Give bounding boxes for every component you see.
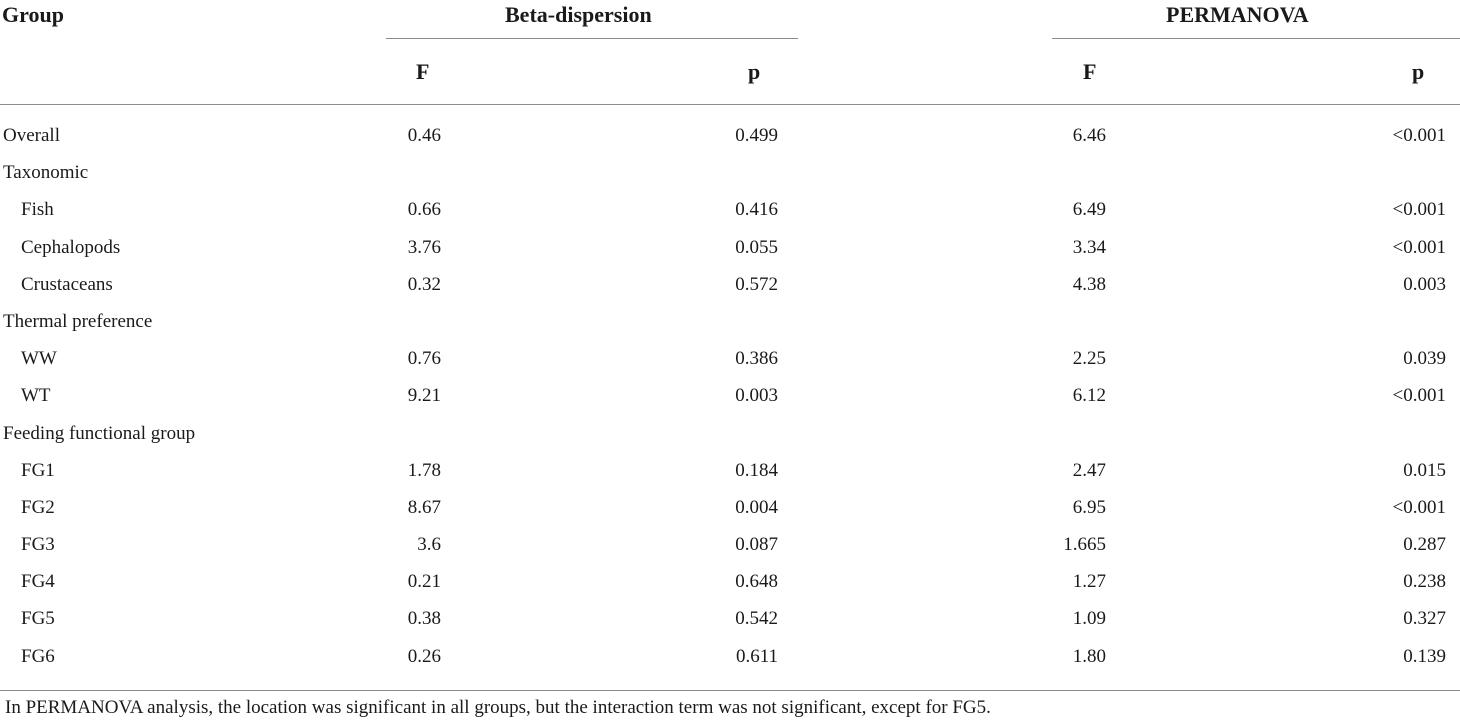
table-row: [0, 266, 1460, 303]
permanova-p-value: 0.327: [1403, 608, 1446, 630]
beta-f-value: 0.38: [407, 608, 441, 630]
table-row: [0, 117, 1460, 154]
beta-f-value: 8.67: [407, 496, 441, 518]
row-label: FG6: [21, 645, 55, 667]
beta-p-value: 0.004: [735, 496, 778, 518]
table-row: [0, 526, 1460, 563]
permanova-f-value: 6.12: [1072, 385, 1106, 407]
beta-dispersion-underline: [386, 38, 798, 39]
row-label: Thermal preference: [3, 310, 153, 332]
permanova-p-value: 0.015: [1403, 459, 1446, 481]
table-row: [0, 303, 1460, 340]
permanova-p-value: <0.001: [1392, 199, 1446, 221]
beta-p-value: 0.499: [735, 125, 778, 146]
beta-f-value: 0.66: [407, 199, 441, 221]
table-row: [0, 229, 1460, 266]
row-label: Fish: [21, 199, 54, 221]
row-label: FG4: [21, 571, 55, 593]
beta-p-value: 0.184: [735, 459, 778, 481]
permanova-f-value: 1.09: [1072, 608, 1106, 630]
table-row: [0, 377, 1460, 414]
table-row: [0, 638, 1460, 675]
permanova-p-value: 0.039: [1403, 348, 1446, 370]
table-row: [0, 154, 1460, 191]
table-row: [0, 340, 1460, 377]
permanova-f-value: 6.95: [1072, 496, 1106, 518]
permanova-p-value: 0.139: [1403, 645, 1446, 667]
beta-p-value: 0.648: [735, 571, 778, 593]
row-label: WW: [21, 348, 57, 370]
row-label: WT: [21, 385, 51, 407]
row-label: Feeding functional group: [3, 422, 196, 444]
beta-f-value: 0.26: [407, 645, 441, 667]
permanova-p-value: <0.001: [1392, 236, 1446, 258]
permanova-f-value: 1.665: [1063, 534, 1106, 556]
row-label: FG1: [21, 459, 55, 481]
beta-f-value: 3.76: [407, 236, 441, 258]
row-label: Cephalopods: [21, 236, 121, 258]
beta-p-value: 0.611: [735, 645, 778, 667]
header-beta-f: F: [416, 59, 430, 84]
beta-p-value: 0.055: [735, 236, 778, 258]
row-label: Taxonomic: [3, 162, 89, 184]
permanova-f-value: 1.27: [1072, 571, 1106, 593]
beta-f-value: 3.6: [417, 534, 441, 556]
table-row: [0, 600, 1460, 637]
row-label: FG5: [21, 608, 55, 630]
permanova-p-value: 0.238: [1403, 571, 1446, 593]
permanova-f-value: 2.25: [1072, 348, 1106, 370]
permanova-p-value: <0.001: [1392, 496, 1446, 518]
permanova-f-value: 4.38: [1072, 273, 1106, 295]
header-perm-f: F: [1083, 59, 1097, 84]
beta-f-value: 0.46: [407, 125, 441, 146]
beta-f-value: 1.78: [407, 459, 441, 481]
beta-p-value: 0.572: [735, 273, 778, 295]
beta-p-value: 0.087: [735, 534, 778, 556]
header-bottom-rule: [0, 104, 1460, 105]
permanova-f-value: 1.80: [1072, 645, 1106, 667]
header-group: Group: [2, 2, 64, 27]
beta-p-value: 0.416: [735, 199, 778, 221]
header-beta-dispersion: Beta-dispersion: [505, 2, 652, 27]
permanova-p-value: <0.001: [1392, 125, 1446, 146]
permanova-p-value: 0.287: [1403, 534, 1446, 556]
permanova-underline: [1052, 38, 1460, 39]
beta-f-value: 0.21: [407, 571, 441, 593]
header-beta-p: p: [748, 59, 761, 84]
permanova-p-value: 0.003: [1403, 273, 1446, 295]
row-label: Crustaceans: [21, 273, 113, 295]
beta-f-value: 0.76: [407, 348, 441, 370]
table-row: [0, 489, 1460, 526]
permanova-f-value: 6.46: [1072, 125, 1106, 146]
table-row: [0, 415, 1460, 452]
beta-p-value: 0.542: [735, 608, 778, 630]
row-label: FG3: [21, 534, 55, 556]
beta-p-value: 0.386: [735, 348, 778, 370]
row-label: Overall: [3, 125, 60, 146]
permanova-f-value: 6.49: [1072, 199, 1106, 221]
table-bottom-rule: [0, 690, 1460, 691]
beta-f-value: 9.21: [407, 385, 441, 407]
header-perm-p: p: [1412, 59, 1425, 84]
table-footnote: In PERMANOVA analysis, the location was significant in all groups, but the interaction term was not significant, except for FG5.: [5, 697, 991, 718]
permanova-p-value: <0.001: [1392, 385, 1446, 407]
beta-p-value: 0.003: [735, 385, 778, 407]
row-label: FG2: [21, 496, 55, 518]
table-row: [0, 191, 1460, 228]
header-permanova: PERMANOVA: [1166, 2, 1309, 27]
beta-f-value: 0.32: [407, 273, 441, 295]
table-body: [0, 117, 1460, 675]
table-row: [0, 563, 1460, 600]
table-row: [0, 452, 1460, 489]
permanova-f-value: 2.47: [1072, 459, 1106, 481]
permanova-f-value: 3.34: [1072, 236, 1106, 258]
